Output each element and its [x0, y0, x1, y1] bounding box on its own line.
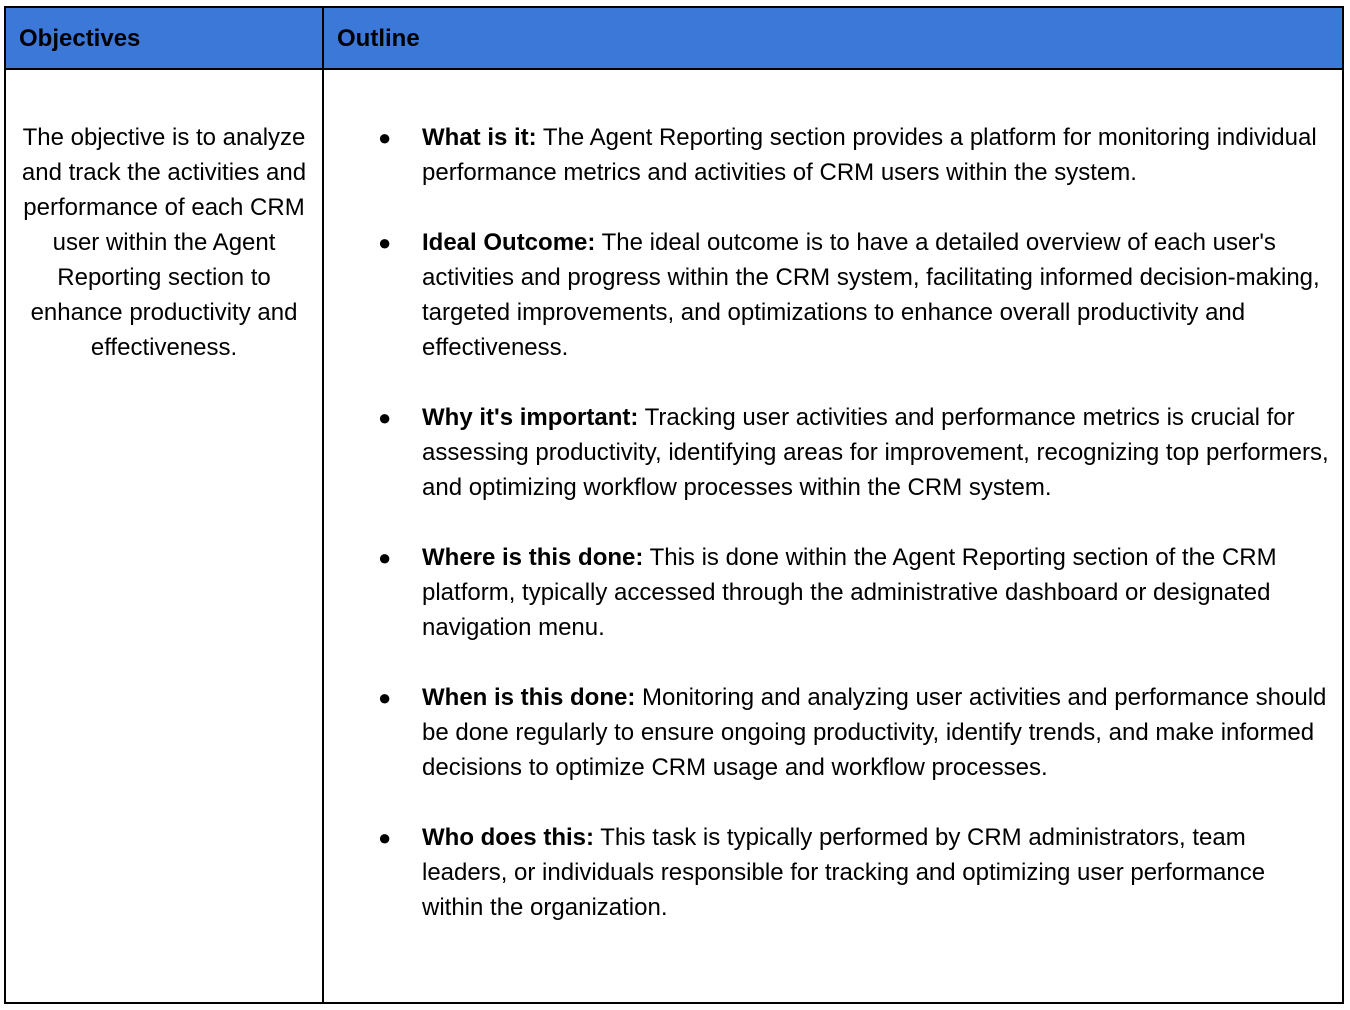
outline-item-title: When is this done:: [422, 684, 636, 711]
bullet-icon: ●: [378, 545, 392, 570]
objective-cell: [6, 70, 324, 1002]
outline-item-text: The ideal outcome is to have a detailed overview of each user's activities and progress within the CRM system, facilitating informed decision-making, targeted improvements, and optimizations to enhance overall productivity and effectiveness.: [422, 229, 1320, 361]
outline-list: [324, 120, 1332, 925]
bullet-icon: ●: [378, 125, 392, 150]
outline-header: Outline: [324, 8, 1342, 70]
outline-item-text: Monitoring and analyzing user activities and performance should be done regularly to ensure ongoing productivity, identify trends, and make informed decisions to optimize CRM usage and workflow processes.: [422, 684, 1327, 781]
outline-item-text: This task is typically performed by CRM administrators, team leaders, or individuals responsible for tracking and optimizing user performance within the organization.: [422, 824, 1266, 921]
bullet-icon: ●: [378, 825, 392, 850]
outline-item-title: Where is this done:: [422, 544, 644, 571]
outline-item: [324, 540, 1332, 645]
outline-item-title: Ideal Outcome:: [422, 229, 596, 256]
outline-cell: [324, 70, 1342, 1002]
outline-item: [324, 820, 1332, 925]
bullet-icon: ●: [378, 230, 392, 255]
objective-text: The objective is to analyze and track the activities and performance of each CRM user within the Agent Reporting section to enhance productivity and effectiveness.: [21, 124, 307, 361]
outline-item-title: What is it:: [422, 124, 537, 151]
outline-item: [324, 680, 1332, 785]
outline-item-title: Who does this:: [422, 824, 594, 851]
bullet-icon: ●: [378, 685, 392, 710]
outline-item-title: Why it's important:: [422, 404, 639, 431]
outline-item: [324, 225, 1332, 365]
bullet-icon: ●: [378, 405, 392, 430]
outline-item: [324, 120, 1332, 190]
objectives-outline-table: [4, 6, 1344, 1004]
outline-item-text: Tracking user activities and performance metrics is crucial for assessing productivity, identifying areas for improvement, recognizing top performers, and optimizing workflow processes within the CRM system.: [422, 404, 1329, 501]
outline-item-text: This is done within the Agent Reporting section of the CRM platform, typically accessed through the administrative dashboard or designated navigation menu.: [422, 544, 1277, 641]
objectives-header: Objectives: [6, 8, 324, 70]
outline-item: [324, 400, 1332, 505]
outline-item-text: The Agent Reporting section provides a platform for monitoring individual performance metrics and activities of CRM users within the system.: [422, 124, 1317, 186]
